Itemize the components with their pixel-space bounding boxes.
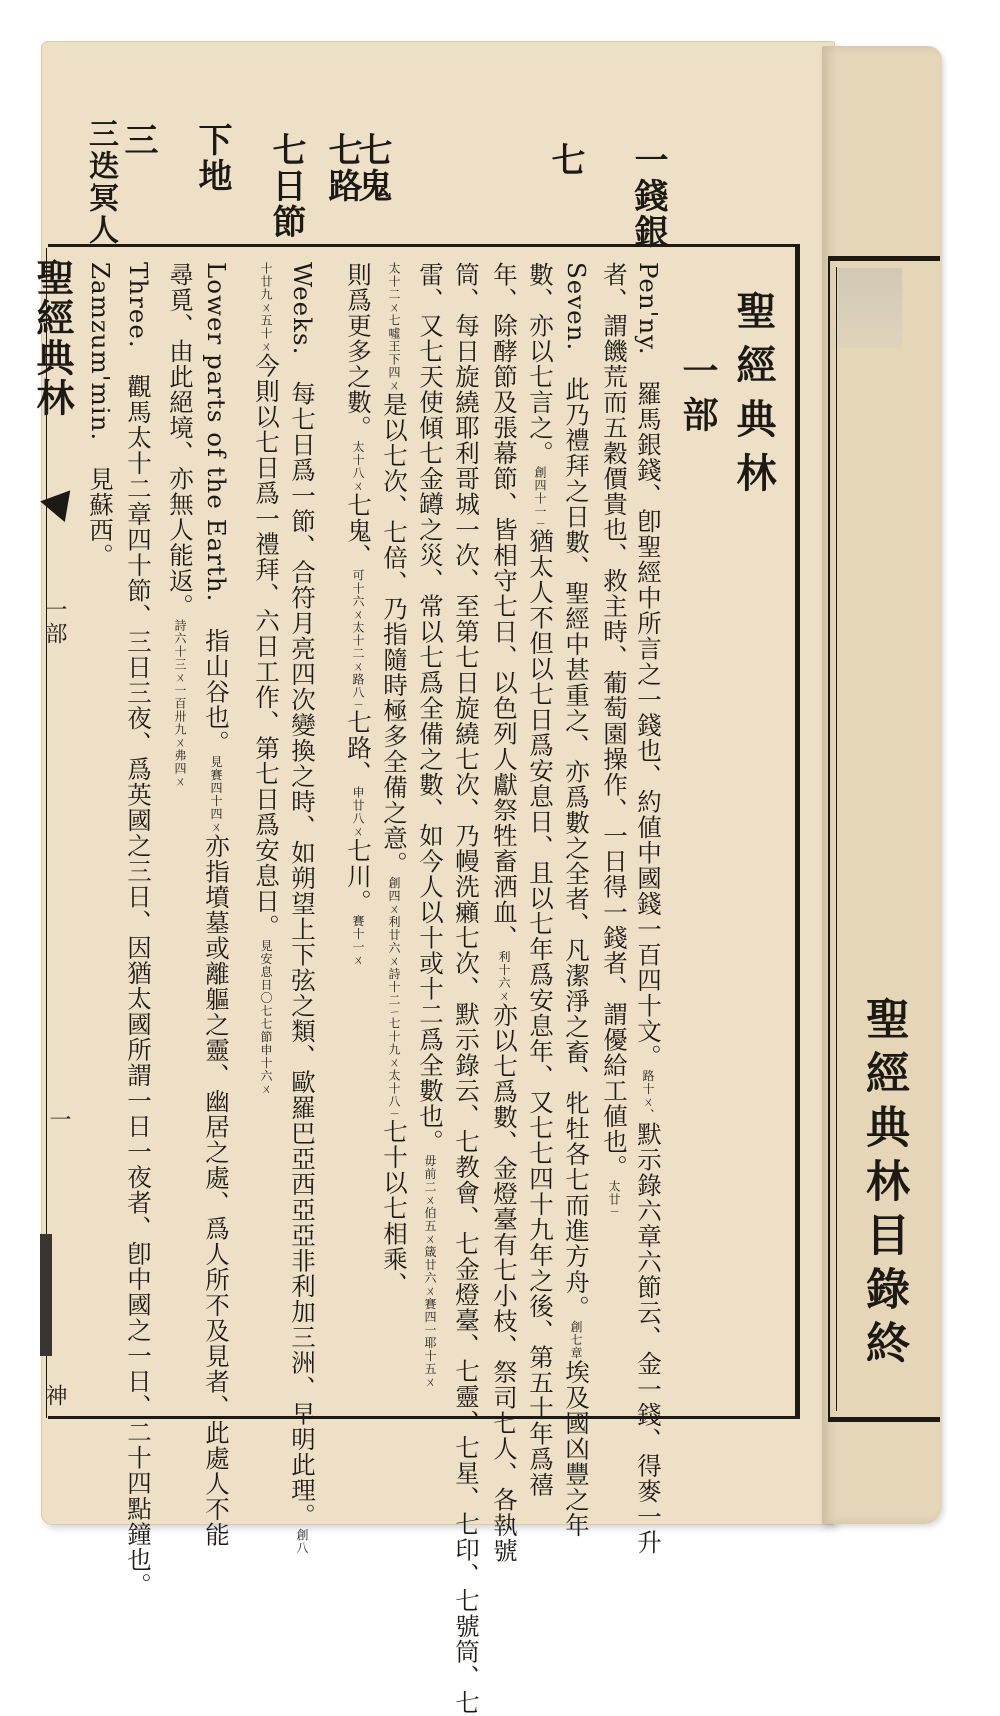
margin-black-bar: [40, 1234, 52, 1356]
text-column: Weeks. 每七日爲一節、合符月亮四次變換之時、如朔望上下弦之類、歐羅巴亞西亞亞非利加三洲、早明此理。創八: [288, 262, 317, 1555]
text-column: 太十二ㄨ七噓王下四ㄨ是以七次、七倍、乃指隨時極多全備之意。創四ㄨ利廿六ㄨ詩十二ㄧ七十九ㄨ太十八ㄧ七十以七相乘、: [380, 262, 409, 1298]
text-column: Three. 觀馬太十二章四十節、三日三夜、爲英國之三日、因猶太國所謂一日一夜者、卽中國之一日、二十四點鐘也。: [124, 262, 153, 1599]
text-column: 數、亦以七言之。創四十一ㄧ猶太人不但以七日爲安息日、且以七年爲安息年、又七七四十九年之後、第五十年爲禧: [526, 262, 555, 1498]
text-column: Zamzum'min. 見蘇西。: [86, 262, 115, 569]
heading-qigui: 七鬼: [352, 132, 392, 204]
page-header-title: 聖經典林: [730, 290, 777, 506]
text-column: Seven. 此乃禮拜之日數、聖經中甚重之、亦爲數之全者、凡潔淨之畜、牝牡各七而進方舟。創七章埃及國凶豐之年: [562, 262, 591, 1538]
text-column: 則爲更多之數。太十八ㄨ七鬼、可十六ㄨ太十二ㄨ路八ㄧ七路、申廿八ㄨ七川。賽十一ㄨ: [344, 262, 373, 967]
heading-san: 三: [118, 122, 158, 158]
text-column: Pen'ny. 羅馬銀錢、卽聖經中所言之一錢也、約値中國錢一百四十文。路十ㄨ、默示錄六章六節云、金一錢、得麥一升: [634, 262, 663, 1556]
margin-page-number: 一: [46, 1108, 71, 1130]
text-column: 年、除酵節及張幕節、皆相守七日、以色列人獻祭牲畜洒血、利十六ㄨ亦以七爲數、金燈臺有七小枝、祭司七人、各執號: [490, 262, 519, 1564]
text-column: 雷、又七天使傾七金罇之災、常以七爲全備之數、如今人以十或十二爲全數也。毋前二ㄨ伯五ㄨ箴廿六ㄨ賽四一耶十五ㄨ: [416, 262, 445, 1389]
frame-right-rule: [795, 244, 800, 1419]
page-header-section: 一部: [677, 352, 719, 440]
text-column: 者、謂饑荒而五穀價貴也、救主時、葡萄園操作、一日得一錢者、謂優給工値也。太廿ㄧ: [600, 262, 629, 1217]
heading-yiqianyin: 一錢銀: [628, 142, 668, 250]
text-column: 十廿九ㄨ五十ㄨ今則以七日爲一禮拜、六日工作、第七日爲安息日。見安息日〇七七節申十六ㄨ: [252, 262, 281, 1096]
heading-qirijie: 七日節: [266, 132, 306, 240]
heading-qi: 七: [545, 142, 585, 178]
text-column: 筒、每日旋繞耶利哥城一次、至第七日旋繞七次、乃幔洗癩七次、默示錄云、七教會、七金燈臺、七靈、七星、七印、七號筒、七: [452, 262, 481, 1716]
heading-xiadi: 下地: [192, 122, 232, 194]
margin-book-title: 聖經典林: [30, 258, 75, 418]
heading-sandieminren: 三迭冥人: [83, 118, 118, 246]
margin-foot-label: 神: [42, 1384, 67, 1406]
heading-qilu: 七路: [322, 132, 362, 204]
margin-section-label: 一部: [42, 598, 67, 646]
spine-title: 聖經典林目錄終: [858, 996, 909, 1374]
text-column: 尋覓、由此絕境、亦無人能返。詩六十三ㄨ一百卅九ㄨ弗四ㄨ: [166, 262, 195, 788]
text-column: Lower parts of the Earth. 指山谷也。見賽四十四ㄨ亦指墳墓或離軀之靈、幽居之處、爲人所不及見者、此處人不能: [202, 262, 231, 1548]
